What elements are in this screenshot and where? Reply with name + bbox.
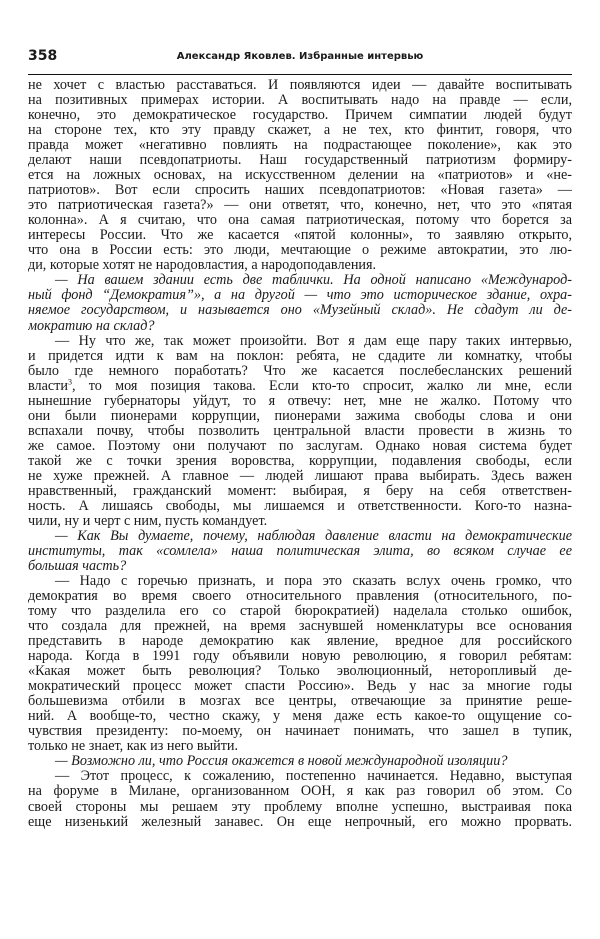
interview-question	[28, 529, 572, 574]
text-line	[28, 379, 572, 394]
text-line: — На вашем здании есть две таблички. На одной написано «Международ-	[55, 273, 572, 289]
text-line: народа. Когда в 1991 году объявили новую революцию, я говорил ребятам:	[28, 649, 572, 665]
text-line: институты, так «сомлела» наша политическая элита, во всяком случае ее	[28, 543, 572, 559]
text-line: на стороне тех, кто эту правду скажет, а не тех, кто финтит, говоря, что	[28, 123, 572, 139]
text-line: на форуме в Милане, организованном ООН, я как раз говорил об этом. Со	[28, 784, 572, 800]
text-line: такой же с точки зрения воровства, коррупции, подавления свободы, если	[28, 453, 572, 469]
text-line: конечно, это демократическое государство. Причем симпатии людей будут	[28, 108, 572, 124]
text-line: вспахали почву, чтобы позволить центральной власти провести в жизнь то	[28, 423, 572, 439]
text-fragment: , то моя позиция такова. Если кто-то спросит, жалко ли мне, если	[71, 378, 572, 394]
text-line: ется на ложных основах, на искусственном делении на «патриотов» и «не-	[28, 168, 572, 184]
text-line: правда может «негативно повлиять на подрастающее поколение», как это	[28, 138, 572, 154]
interview-question	[28, 273, 572, 333]
text-line: было где немного поработать? Что же касается послебесланских решений	[28, 363, 572, 379]
running-header	[28, 48, 572, 75]
text-line: нравственный, гражданский момент: выбирая, я беру на себя ответствен-	[28, 483, 572, 499]
text-line: и придется идти к вам на поклон: ребята, не сдадите ли комнатку, чтобы	[28, 348, 572, 364]
text-line: ди, которые хотят не народовластия, а народоподавления.	[28, 258, 377, 274]
text-line: демократия во время своего относительного правления (относительного, по-	[28, 589, 572, 605]
text-line: ность. А лишаясь свободы, мы лишаемся и ответственности. Кого-то назна-	[28, 498, 572, 514]
text-line: своей стороны мы решаем эту проблему вполне успешно, выстраивая пока	[28, 799, 572, 815]
interview-question	[28, 754, 572, 769]
text-line: няемое государством, и называется оно «Музейный склад». Не сдадут ли де-	[28, 303, 572, 319]
text-line: — Ну что же, так может произойти. Вот я дам еще пару таких интервью,	[55, 333, 572, 349]
page-body	[28, 78, 572, 830]
running-title: Александр Яковлев. Избранные интервью	[176, 51, 424, 62]
interview-answer	[28, 78, 572, 273]
text-line: не хуже прежней. А главное — людей лишают права выбирать. Здесь важен	[28, 468, 572, 484]
text-line: ний. А вообще-то, честно скажу, у меня даже есть какое-то ощущение со-	[28, 709, 572, 725]
text-line: мократию на склад?	[28, 318, 155, 334]
text-line: колонна». А я считаю, что она самая патриотическая, потому что борется за	[28, 213, 572, 229]
text-line: ный фонд “Демократия”», а на другой — что это историческое здание, охра-	[28, 288, 572, 304]
text-line: же самое. Поэтому они получают по заслугам. Однако новая система будет	[28, 438, 572, 454]
text-line: тому что разделила его со старой бюрократией) наделала столько ошибок,	[28, 604, 572, 620]
text-line: — Надо с горечью признать, и пора это сказать вслух очень громко, что	[55, 574, 572, 590]
text-line: — Возможно ли, что Россия окажется в новой международной изоляции?	[55, 754, 508, 770]
text-line: «Какая может быть революция? Только эволюционный, неторопливый де-	[28, 664, 572, 680]
text-line: на позитивных примерах истории. А воспитывать надо на правде — если,	[28, 93, 572, 109]
text-fragment: власти	[28, 378, 68, 394]
text-line: — Этот процесс, к сожалению, постепенно начинается. Недавно, выступая	[55, 769, 572, 785]
text-line: патриотов». Вот если спросить наших псевдопатриотов: «Новая газета» —	[28, 183, 572, 199]
text-line: большая часть?	[28, 559, 127, 574]
footnote-ref: 3	[67, 378, 72, 386]
text-line: большевизма отбили в мозгах все центры, отвечающие за принятие реше-	[28, 694, 572, 710]
text-line: нынешние губернаторы уйдут, то я отвечу: нет, мне не жалко. Потому что	[28, 393, 572, 409]
text-line: это патриотическая газета?» — они ответят, что, конечно, нет, что это «пятая	[28, 198, 572, 214]
page-number: 358	[28, 48, 58, 64]
text-line: представить в народе демократию как явление, вредное для российского	[28, 634, 572, 650]
text-line: еще низенький железный занавес. Он еще непрочный, его можно прорвать.	[28, 814, 572, 830]
text-line: чили, ну и черт с ним, пусть командует.	[28, 513, 268, 529]
text-line: что она в России есть: это люди, мечтающие о режиме автократии, это лю-	[28, 243, 572, 259]
text-line: делают наши псевдопатриоты. Наш государственный патриотизм формиру-	[28, 153, 572, 169]
interview-answer	[28, 334, 572, 529]
interview-answer	[28, 769, 572, 829]
text-line: они были пионерами коррупции, пионерами зажима свободы слова и они	[28, 408, 572, 424]
text-line: — Как Вы думаете, почему, наблюдая давление власти на демократические	[55, 528, 572, 544]
text-line: что создала для прежней, на время заснувшей номенклатуры все основания	[28, 619, 572, 635]
text-line: не хочет с властью расставаться. И появляются идеи — давайте воспитывать	[28, 78, 572, 93]
text-line: чувствия президенту: по-моему, он начинает понимать, что зашел в тупик,	[28, 724, 572, 740]
text-line: мократический процесс может спасти Россию». Ведь у нас за многие годы	[28, 679, 572, 695]
text-line: интересы России. Что же касается «пятой колонны», то заявляю открыто,	[28, 228, 572, 244]
interview-answer	[28, 574, 572, 754]
text-line: только не знает, как из него выйти.	[28, 739, 239, 755]
